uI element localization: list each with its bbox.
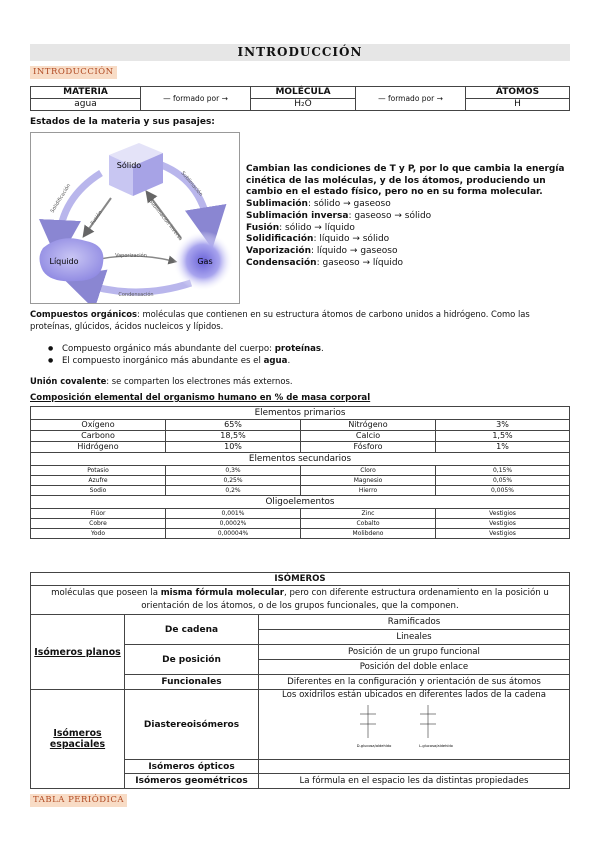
states-diagram-svg xyxy=(31,133,239,303)
states-intro: Cambian las condiciones de T y P, por lo que cambia la energía cinética de las moléculas, y de los átomos, produciendo un cambio en el estado físico, pero no en su forma molecular. xyxy=(246,164,565,198)
isomers-definition: moléculas que poseen la misma fórmula molecular, pero con diferente estructura ordenamiento en la posición u orientación de los átomos, o de los grupos funcionales, que la componen. xyxy=(31,586,570,615)
table-row: Hidrógeno 10% Fósforo 1% xyxy=(31,442,570,453)
table-row: Flúor 0,001% Zinc Vestigios xyxy=(31,509,570,519)
cadena-ramificados: Ramificados xyxy=(259,615,570,630)
table-row: Oxígeno 65% Nitrógeno 3% xyxy=(31,420,570,431)
formed-by-2: — formado por → xyxy=(356,87,466,111)
secondary-title: Elementos secundarios xyxy=(31,453,570,466)
value-materia: agua xyxy=(31,99,141,111)
primary-title: Elementos primarios xyxy=(31,407,570,420)
page-title: INTRODUCCIÓN xyxy=(30,44,570,61)
geometricos-desc: La fórmula en el espacio les da distintas propiedades xyxy=(259,774,570,789)
posicion-grupo-funcional: Posición de un grupo funcional xyxy=(259,645,570,660)
isomers-title: ISÓMEROS xyxy=(31,573,570,586)
posicion-doble-enlace: Posición del doble enlace xyxy=(259,660,570,675)
organic-bullets xyxy=(48,343,324,367)
label-fusion: Fusión xyxy=(89,209,104,227)
diastereo-desc: Los oxidrilos están ubicados en diferentes lados de la cadena xyxy=(281,690,547,700)
label-solidificacion: Solidificación xyxy=(49,182,73,215)
label-d-glucose: D-glucosa/aldehído xyxy=(356,744,392,748)
table-row: Sodio 0,2% Hierro 0,005% xyxy=(31,486,570,496)
table-row: Carbono 18,5% Calcio 1,5% xyxy=(31,431,570,442)
covalent-bond-text: Unión covalente: se comparten los electrones más externos. xyxy=(30,376,293,386)
de-cadena: De cadena xyxy=(125,615,259,645)
table-row: Cobre 0,0002% Cobalto Vestigios xyxy=(31,519,570,529)
isomeros-opticos: Isómeros ópticos xyxy=(125,760,259,774)
isomers-table xyxy=(30,572,570,789)
state-item-5: Condensación: gaseoso → líquido xyxy=(246,257,404,268)
bullet-proteins: ● Compuesto orgánico más abundante del cuerpo: proteínas. xyxy=(48,343,324,355)
label-vaporizacion: Vaporización xyxy=(115,253,147,259)
value-molecula: H₂O xyxy=(251,99,356,111)
cadena-lineales: Lineales xyxy=(259,630,570,645)
matter-table xyxy=(30,86,570,111)
label-solid: Sólido xyxy=(116,161,142,170)
state-item-2: Fusión: sólido → líquido xyxy=(246,222,355,233)
states-diagram xyxy=(30,132,240,304)
bullet-water: ● El compuesto inorgánico más abundante es el agua. xyxy=(48,355,324,367)
oligo-title: Oligoelementos xyxy=(31,496,570,509)
isomeros-espaciales: Isómeros espaciales xyxy=(31,690,125,789)
state-item-1: Sublimación inversa: gaseoso → sólido xyxy=(246,210,432,221)
formed-by-1: — formado por → xyxy=(141,87,251,111)
section-tag-periodic-table: TABLA PERIÓDICA xyxy=(30,794,127,807)
table-row: Yodo 0,00004% Molibdeno Vestigios xyxy=(31,529,570,539)
states-heading: Estados de la materia y sus pasajes: xyxy=(30,117,215,127)
glucose-structures xyxy=(354,700,474,750)
state-item-0: Sublimación: sólido → gaseoso xyxy=(246,199,391,210)
label-condensacion: Condensación xyxy=(118,292,154,298)
label-sublimacion: Sublimación xyxy=(179,170,204,198)
header-materia: MATERIA xyxy=(31,87,141,99)
funcionales-desc: Diferentes en la configuración y orientación de sus átomos xyxy=(259,675,570,690)
states-description xyxy=(246,164,576,269)
organic-compounds-text: Compuestos orgánicos: moléculas que contienen en su estructura átomos de carbono unidos a hidrógeno. Como las proteínas, glúcidos, ácidos nucleicos y lípidos. xyxy=(30,309,530,331)
state-item-3: Solidificación: líquido → sólido xyxy=(246,234,390,245)
funcionales: Funcionales xyxy=(125,675,259,690)
section-tag-intro: INTRODUCCIÓN xyxy=(30,66,117,79)
diastereoisomeros: Diastereoisómeros xyxy=(125,690,259,760)
composition-title: Composición elemental del organismo humano en % de masa corporal xyxy=(30,393,371,403)
arrow-condensacion xyxy=(81,283,191,292)
value-atomos: H xyxy=(466,99,570,111)
label-gas: Gas xyxy=(197,257,213,266)
label-liquid: Líquido xyxy=(49,257,79,266)
isomeros-planos: Isómeros planos xyxy=(31,615,125,690)
label-sublimacion-inversa: Sublimación inversa xyxy=(147,198,184,243)
table-row: Potasio 0,3% Cloro 0,15% xyxy=(31,466,570,476)
header-molecula: MOLÉCULA xyxy=(251,87,356,99)
composition-table xyxy=(30,406,570,539)
de-posicion: De posición xyxy=(125,645,259,675)
isomeros-geometricos: Isómeros geométricos xyxy=(125,774,259,789)
diastereo-cell xyxy=(259,690,570,760)
header-atomos: ÁTOMOS xyxy=(466,87,570,99)
table-row: Azufre 0,25% Magnesio 0,05% xyxy=(31,476,570,486)
arrow-solidificacion xyxy=(59,173,101,241)
opticos-empty xyxy=(259,760,570,774)
label-l-glucose: L-glucosa/aldehído xyxy=(419,744,453,748)
state-item-4: Vaporización: líquido → gaseoso xyxy=(246,245,398,256)
